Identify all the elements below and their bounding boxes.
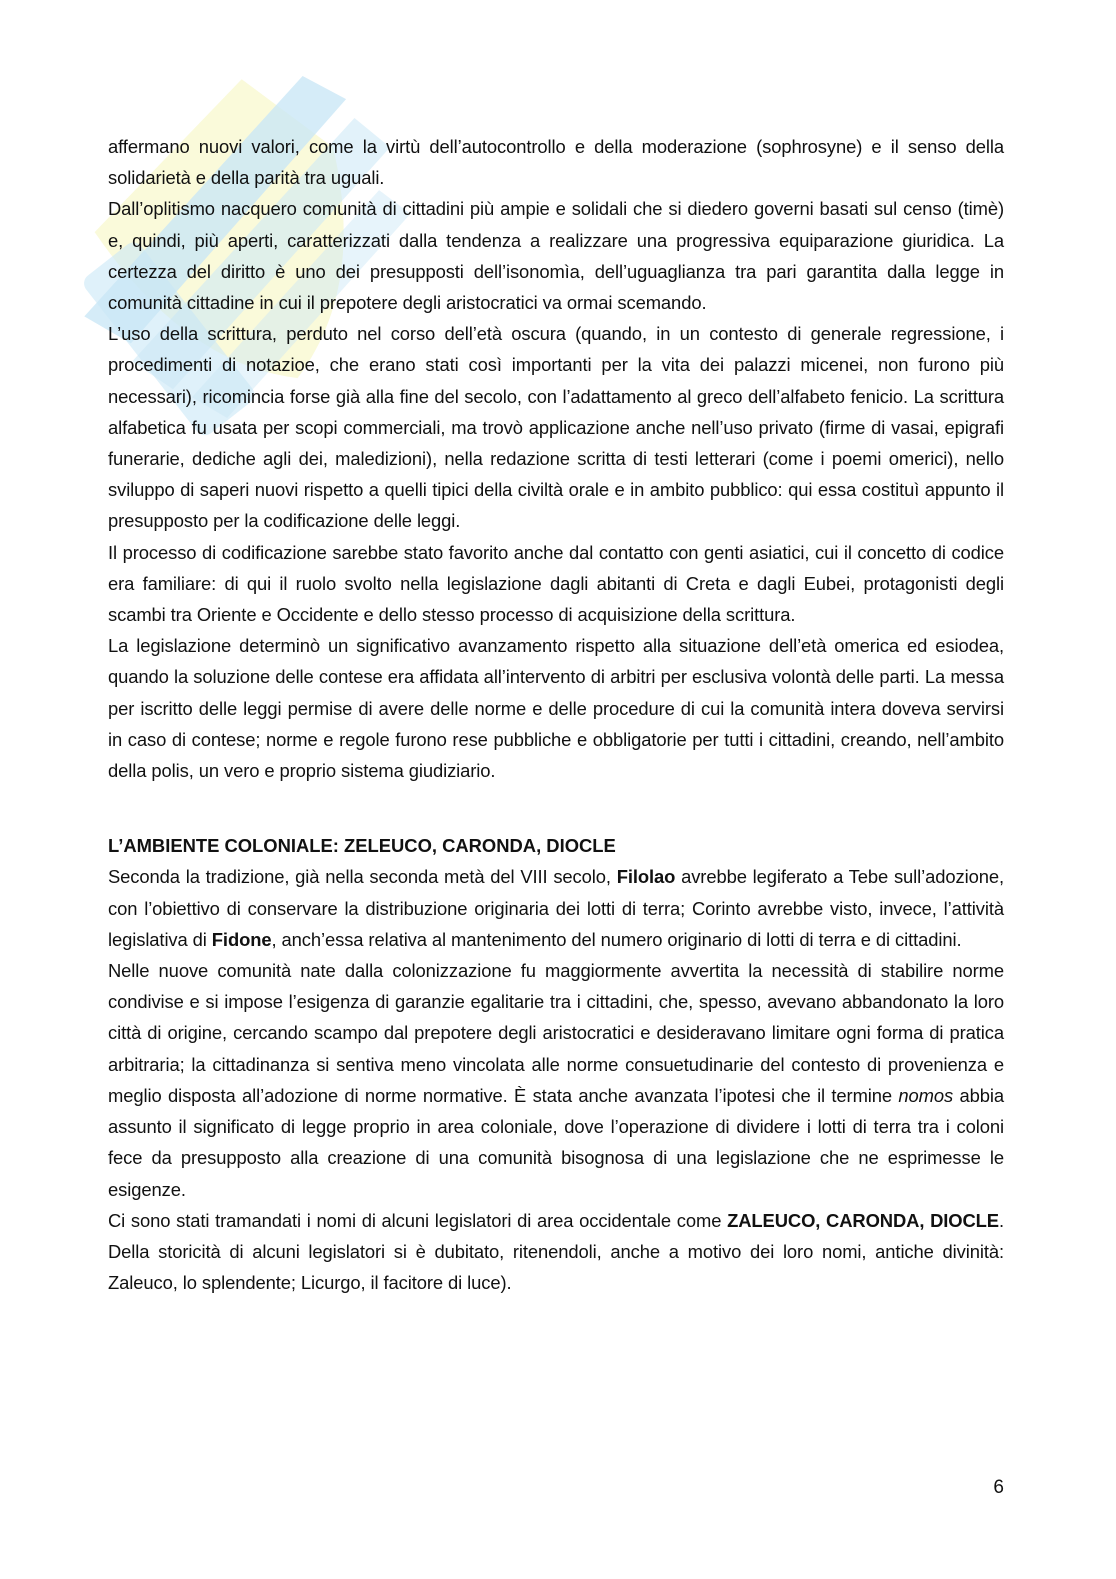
text-run: . Della storicità di alcuni legislatori si è dubitato, ritenendoli, anche a motivo dei loro nomi, antiche divinità: Zaleuco, lo splendente; Licurgo, il facitore di luce).: [108, 1209, 1004, 1294]
text-run: avrebbe legiferato a Tebe sull’adozione, con l’obiettivo di conservare la distribuzione originaria dei lotti di terra; Corinto avrebbe visto, invece, l’attività legislativa di: [108, 866, 1004, 950]
paragraph: [108, 861, 1004, 955]
paragraph: L’uso della scrittura, perduto nel corso dell’età oscura (quando, in un contesto di generale regressione, i procedimenti di notazioe, che erano stati così importanti per la vita dei palazzi micenei, non furono più necessari), ricomincia forse già alla fine del secolo, con l’adattamento al greco dell’alfabeto fenicio. La scrittura alfabetica fu usata per scopi commerciali, ma trovò applicazione anche nell’uso privato (firme di vasai, epigrafi funerarie, dediche agli dei, maledizioni), nella redazione scritta di testi letterari (come i poemi omerici), nello sviluppo di saperi nuovi rispetto a quelli tipici della civiltà orale e in ambito pubblico: qui essa costituì appunto il presupposto per la codificazione delle leggi.: [108, 323, 1004, 532]
bold-name: Fidone: [211, 928, 272, 950]
paragraph: [108, 1205, 1004, 1299]
paragraph: [108, 955, 1004, 1205]
bold-name: ZALEUCO, CARONDA, DIOCLE: [727, 1209, 999, 1231]
paragraph: Dall’oplitismo nacquero comunità di cittadini più ampie e solidali che si diedero governi basati sul censo (timè) e, quindi, più aperti, caratterizzati dalla tendenza a realizzare una progressiva equiparazione giuridica. La certezza del diritto è uno dei presupposti dell’isonomìa, dell’uguaglianza tra pari garantita dalla legge in comunità cittadine in cui il prepotere degli aristocratici va ormai scemando.: [108, 198, 1004, 314]
italic-term: nomos: [898, 1084, 954, 1106]
text-run: Nelle nuove comunità nate dalla colonizzazione fu maggiormente avvertita la necessità di stabilire norme condivise e si impose l’esigenza di garanzie egalitarie tra i cittadini, che, spesso, avevano abbandonato la loro città di origine, cercando scampo dal prepotere degli aristocratici e desideravano limitare ogni forma di pratica arbitraria; la cittadinanza si sentiva meno vincolata alle norme consuetudinarie del contesto di provenienza e meglio disposta all’adozione di norme normative. È stata anche avanzata l’ipotesi che il termine: [108, 960, 1004, 1106]
text-run: , anch’essa relativa al mantenimento del numero originario di lotti di terra e di cittadini.: [271, 928, 962, 950]
document-body: [108, 131, 1004, 1298]
paragraph: Il processo di codificazione sarebbe stato favorito anche dal contatto con genti asiatici, cui il concetto di codice era familiare: di qui il ruolo svolto nella legislazione dagli abitanti di Creta e dagli Eubei, protagonisti degli scambi tra Oriente e Occidente e dello stesso processo di acquisizione della scrittura.: [108, 541, 1004, 626]
paragraph: affermano nuovi valori, come la virtù dell’autocontrollo e della moderazione (sophrosyne) e il senso della solidarietà e della parità tra uguali.: [108, 136, 1004, 189]
page-number: 6: [993, 1477, 1004, 1498]
text-run: abbia assunto il significato di legge proprio in area coloniale, dove l’operazione di dividere i lotti di terra tra i coloni fece da presupposto alla creazione di una comunità bisognosa di una legislazione che ne esprimesse le esigenze.: [108, 1084, 1004, 1200]
text-run: Ci sono stati tramandati i nomi di alcuni legislatori di area occidentale come: [108, 1209, 728, 1231]
paragraph: La legislazione determinò un significativo avanzamento rispetto alla situazione dell’età omerica ed esiodea, quando la soluzione delle contese era affidata all’intervento di arbitri per esclusiva volontà delle parti. La messa per iscritto delle leggi permise di avere delle norme e delle procedure di cui la comunità intera doveva servirsi in caso di contese; norme e regole furono rese pubbliche e obbligatorie per tutti i cittadini, creando, nell’ambito della polis, un vero e proprio sistema giudiziario.: [108, 635, 1004, 782]
bold-name: Filolao: [616, 866, 676, 888]
text-run: Seconda la tradizione, già nella seconda metà del VIII secolo,: [108, 866, 617, 888]
section-heading: L’AMBIENTE COLONIALE: ZELEUCO, CARONDA, DIOCLE: [108, 835, 616, 857]
